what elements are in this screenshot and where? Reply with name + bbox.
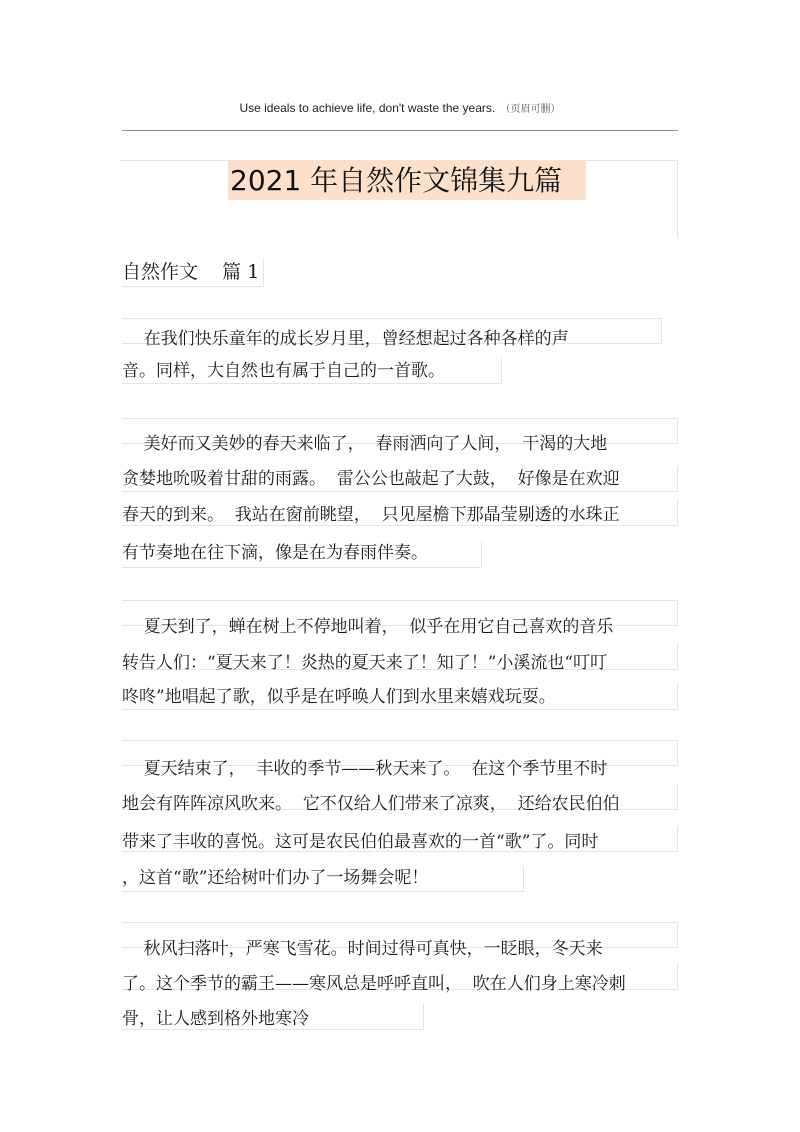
paragraph-line: 地会有阵阵凉风吹来。 它不仅给人们带来了凉爽， 还给农民伯伯: [122, 794, 620, 814]
paragraph-line: 带来了丰收的喜悦。这可是农民伯伯最喜欢的一首“歌”了。同时: [122, 832, 599, 852]
document-title: 2021 年自然作文锦集九篇: [228, 160, 586, 200]
header-note: （页眉可删）: [500, 104, 561, 115]
header-text: Use ideals to achieve life, don't waste the years.: [239, 101, 496, 115]
section-heading: 自然作文 篇 1: [122, 258, 264, 287]
paragraph-line: 贪婪地吮吸着甘甜的雨露。 雷公公也敲起了大鼓， 好像是在欢迎: [122, 469, 620, 489]
page-header: [0, 100, 800, 115]
paragraph-line: 美好而又美妙的春天来临了， 春雨洒向了人间， 干渴的大地: [122, 434, 608, 454]
paragraph-line: 有节奏地在往下滴，像是在为春雨伴奏。: [122, 543, 428, 563]
paragraph-line: 转告人们：“夏天来了！炎热的夏天来了！知了！”小溪流也“叮叮: [122, 653, 608, 673]
paragraph-line: 音。同样，大自然也有属于自己的一首歌。: [122, 361, 445, 381]
paragraph-line: ，这首“歌”还给树叶们办了一场舞会呢！: [122, 868, 429, 888]
paragraph-line: 了。这个季节的霸王——寒风总是呼呼直叫， 吹在人们身上寒冷刺: [122, 974, 626, 994]
paragraph-line: 秋风扫落叶，严寒飞雪花。时间过得可真快，一眨眼，冬天来: [122, 939, 603, 959]
header-divider: [122, 130, 678, 131]
paragraph-line: 咚咚”地唱起了歌，似乎是在呼唤人们到水里来嬉戏玩耍。: [122, 687, 556, 707]
paragraph-line: 夏天到了，蝉在树上不停地叫着， 似乎在用它自己喜欢的音乐: [122, 617, 614, 637]
paragraph-line: 骨，让人感到格外地寒冷: [122, 1009, 309, 1029]
paragraph-line: 春天的到来。 我站在窗前眺望， 只见屋檐下那晶莹剔透的水珠正: [122, 505, 620, 525]
paragraph-line: 在我们快乐童年的成长岁月里，曾经想起过各种各样的声: [122, 329, 569, 349]
paragraph-line: 夏天结束了， 丰收的季节——秋天来了。 在这个季节里不时: [122, 759, 608, 779]
